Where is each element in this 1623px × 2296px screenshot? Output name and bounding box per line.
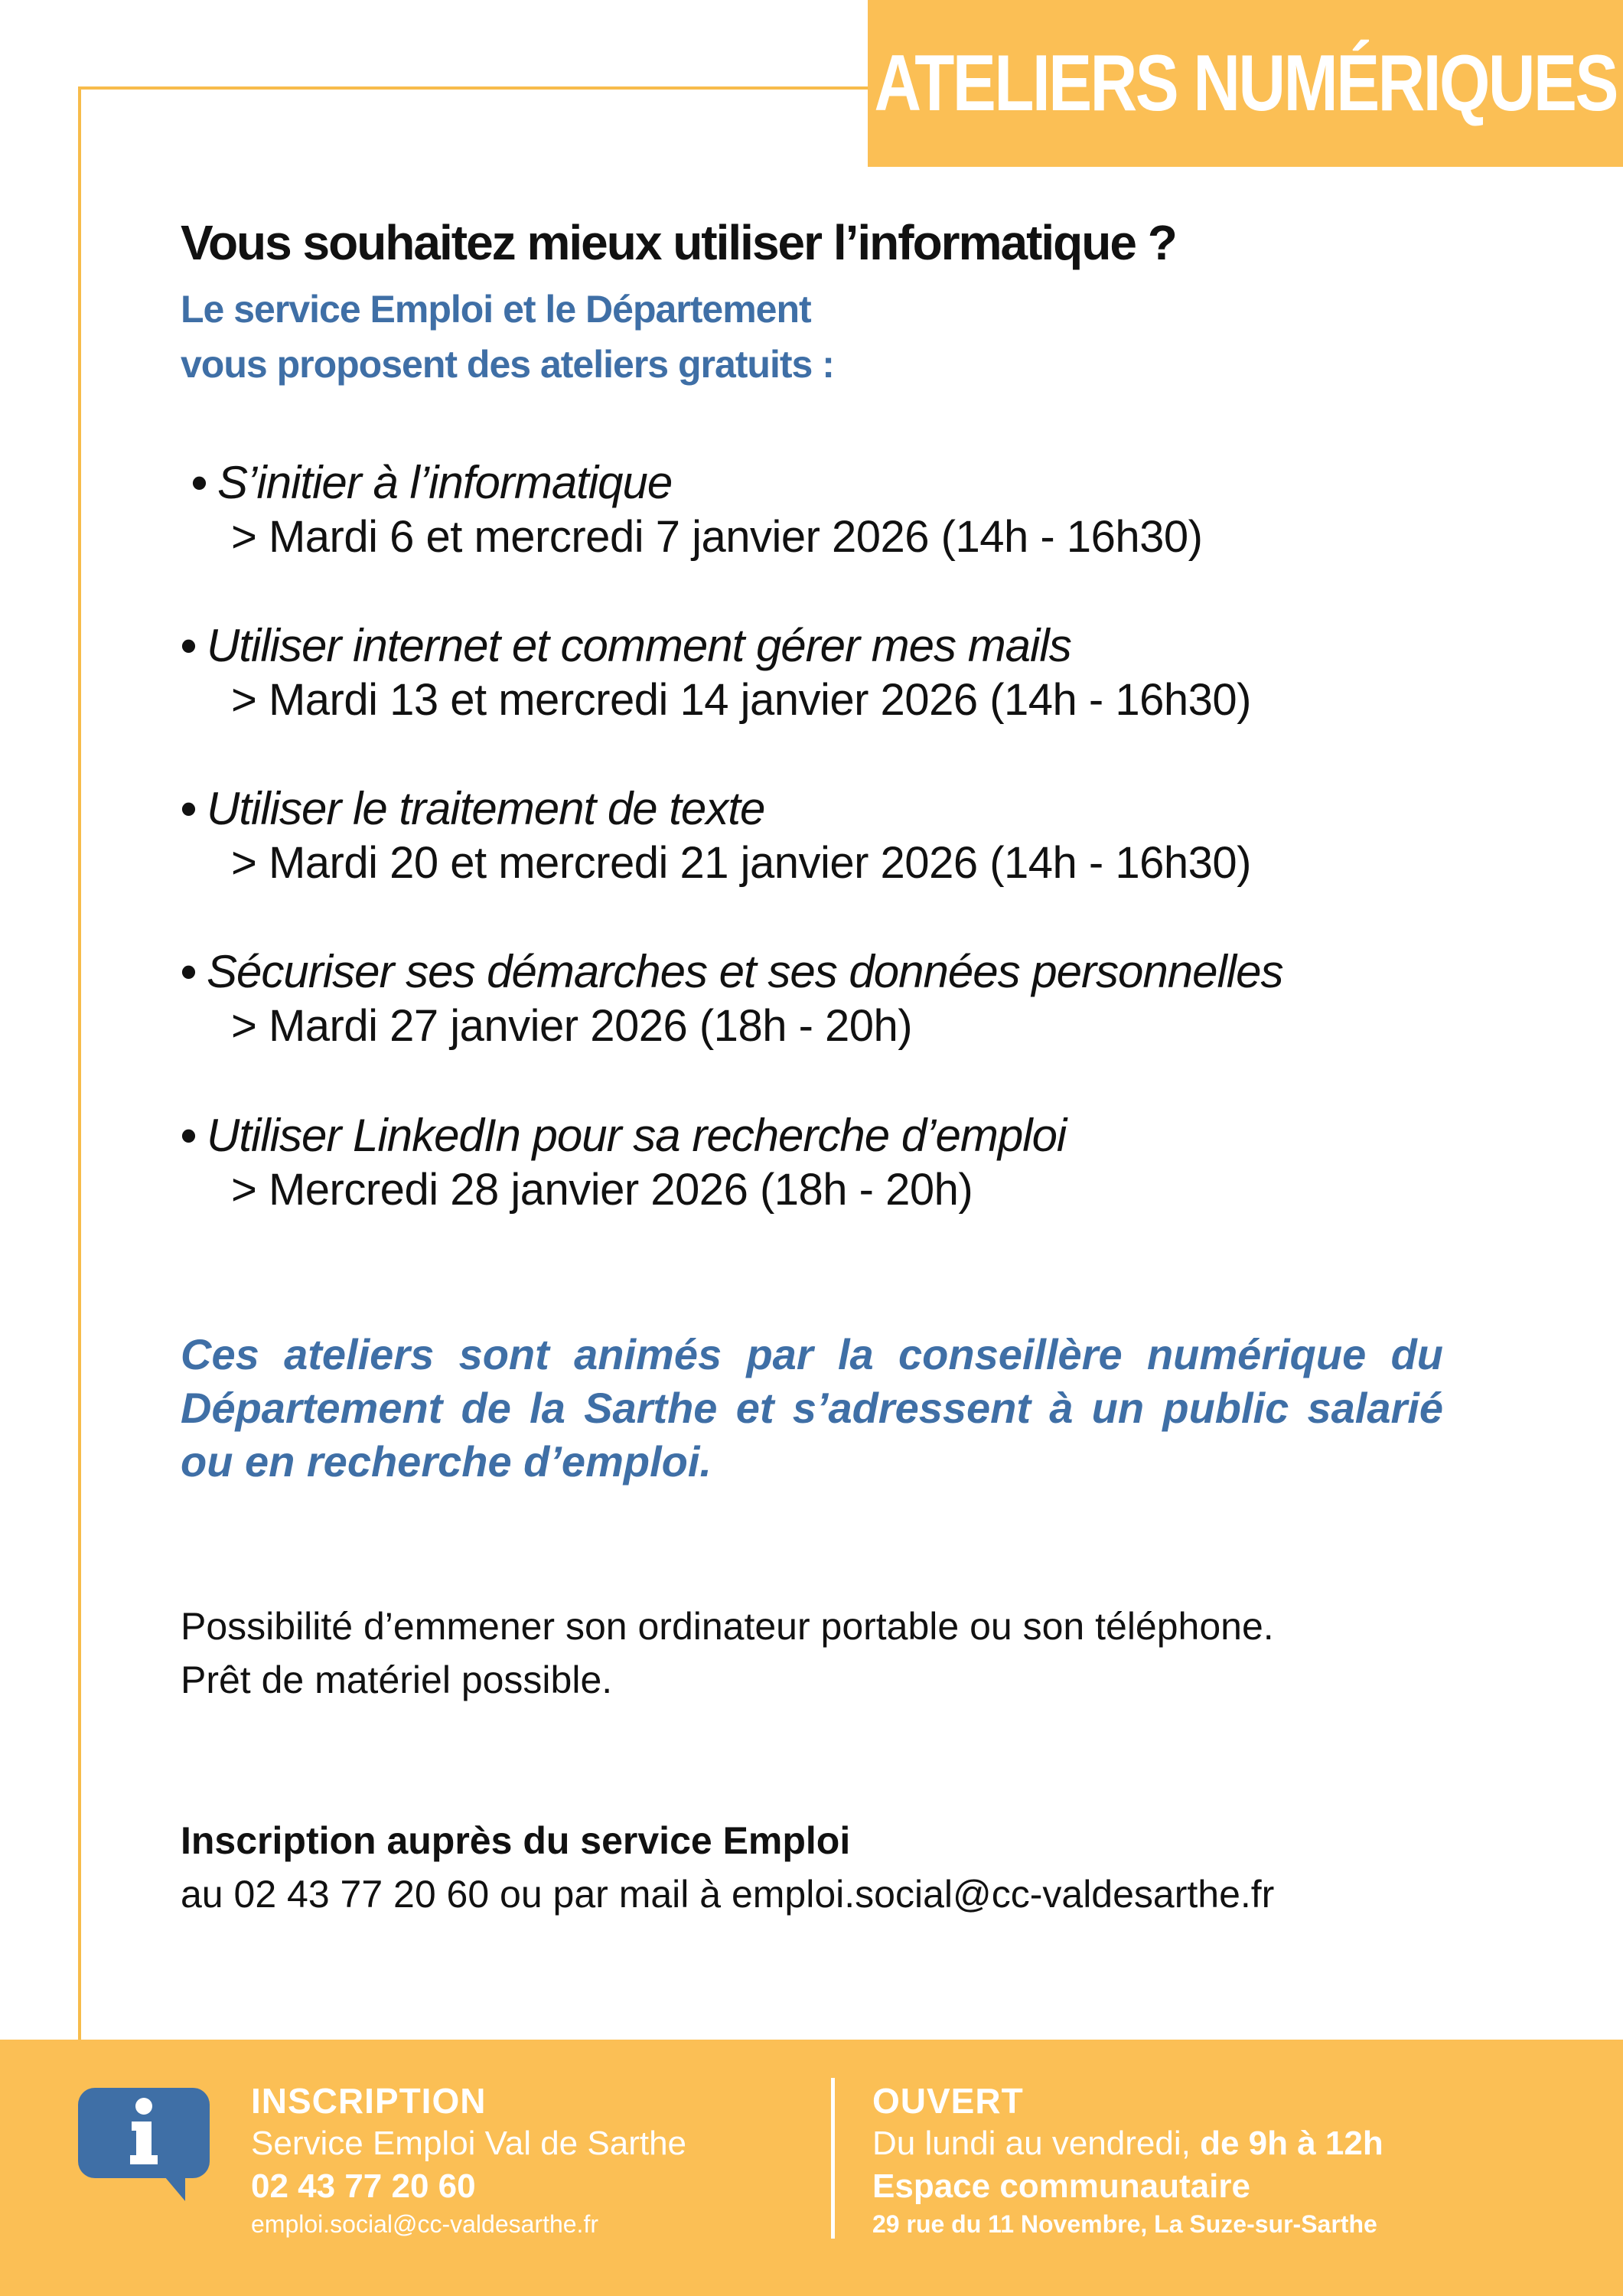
ouvert-address: 29 rue du 11 Novembre, La Suze-sur-Sarthe xyxy=(872,2210,1377,2238)
footer-divider xyxy=(831,2078,835,2239)
info-speech-bubble-icon xyxy=(78,2088,214,2203)
inscription-phone: 02 43 77 20 60 xyxy=(251,2167,476,2205)
ouvert-place: Espace communautaire xyxy=(872,2167,1250,2205)
workshop-item xyxy=(181,781,1251,890)
inscription-service: Service Emploi Val de Sarthe xyxy=(251,2125,687,2162)
note-line-2: Prêt de matériel possible. xyxy=(181,1658,613,1701)
footer xyxy=(0,2040,1623,2296)
banner-title: ATELIERS NUMÉRIQUES xyxy=(874,38,1617,128)
workshop-date: > Mardi 6 et mercredi 7 janvier 2026 (14h - 16h30) xyxy=(231,512,1203,562)
frame-top-border xyxy=(78,86,868,90)
bullet: • xyxy=(181,946,197,997)
workshop-title: Utiliser le traitement de texte xyxy=(207,783,765,834)
workshop-item xyxy=(181,618,1251,727)
frame-left-border xyxy=(78,86,81,2040)
ouvert-schedule xyxy=(872,2122,1561,2165)
footer-hours xyxy=(872,2079,1561,2240)
workshop-date: > Mardi 13 et mercredi 14 janvier 2026 (14h - 16h30) xyxy=(231,675,1251,725)
bullet: • xyxy=(181,783,197,834)
bullet: • xyxy=(181,620,197,671)
note-line-1: Possibilité d’emmener son ordinateur portable ou son téléphone. xyxy=(181,1605,1274,1648)
workshop-date: > Mardi 20 et mercredi 21 janvier 2026 (14h - 16h30) xyxy=(231,838,1251,888)
workshop-item xyxy=(181,1108,1066,1217)
footer-inscription xyxy=(251,2079,787,2240)
workshop-title: Utiliser LinkedIn pour sa recherche d’emploi xyxy=(207,1110,1067,1161)
description-paragraph: Ces ateliers sont animés par la conseillère numérique du Département de la Sarthe et s’adressent à un public salarié ou en recherche d’emploi. xyxy=(181,1330,1443,1486)
bullet: • xyxy=(191,457,207,508)
subhead xyxy=(181,282,834,392)
workshop-item xyxy=(191,455,1202,564)
workshop-title: Utiliser internet et comment gérer mes mails xyxy=(207,620,1071,671)
workshop-title: S’initier à l’informatique xyxy=(217,457,673,508)
ouvert-days: Du lundi au vendredi, xyxy=(872,2125,1191,2162)
subhead-line-2: vous proposent des ateliers gratuits : xyxy=(181,343,834,386)
inscription-heading: INSCRIPTION xyxy=(251,2081,487,2121)
equipment-note xyxy=(181,1600,1274,1707)
bullet: • xyxy=(181,1110,197,1161)
subhead-line-1: Le service Emploi et le Département xyxy=(181,288,811,331)
signup-details: au 02 43 77 20 60 ou par mail à emploi.social@cc-valdesarthe.fr xyxy=(181,1873,1275,1916)
ouvert-hours: de 9h à 12h xyxy=(1200,2125,1383,2162)
signup-info xyxy=(181,1814,1274,1921)
headline: Vous souhaitez mieux utiliser l’informatique ? xyxy=(181,215,1176,270)
workshop-title: Sécuriser ses démarches et ses données personnelles xyxy=(207,946,1283,997)
workshop-item xyxy=(181,944,1282,1053)
ouvert-heading: OUVERT xyxy=(872,2081,1024,2121)
title-banner xyxy=(868,0,1623,167)
inscription-email: emploi.social@cc-valdesarthe.fr xyxy=(251,2210,598,2238)
signup-title: Inscription auprès du service Emploi xyxy=(181,1819,851,1862)
workshop-date: > Mercredi 28 janvier 2026 (18h - 20h) xyxy=(231,1165,973,1215)
workshop-date: > Mardi 27 janvier 2026 (18h - 20h) xyxy=(231,1001,913,1051)
